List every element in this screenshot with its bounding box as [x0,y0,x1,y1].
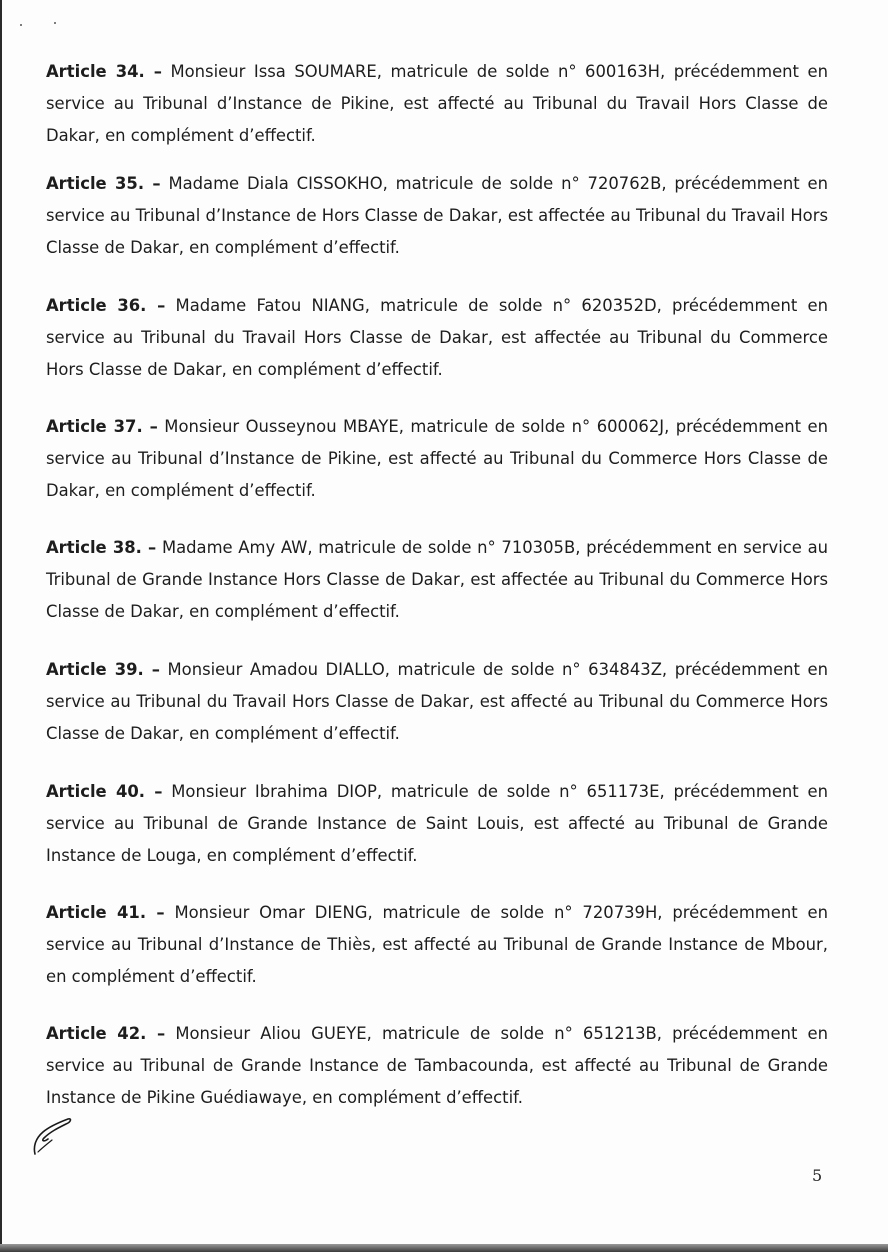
page-number: 5 [812,1166,823,1185]
page-left-edge [0,0,2,1252]
article-41 [46,897,828,993]
article-38 [46,532,828,628]
article-text: Monsieur Ousseynou MBAYE, matricule de solde n° 600062J, précédemment en service au Tribunal d’Instance de Pikine, est affecté au Tribunal du Commerce Hors Classe de Dakar, en complément d’effectif. [46,417,828,500]
article-text: Madame Diala CISSOKHO, matricule de solde n° 720762B, précédemment en service au Tribunal d’Instance de Hors Classe de Dakar, est affectée au Tribunal du Travail Hors Classe de Dakar, en complément d’effectif. [46,174,828,257]
article-label: Article 41. – [46,903,165,922]
article-text: Monsieur Ibrahima DIOP, matricule de solde n° 651173E, précédemment en service au Tribunal de Grande Instance de Saint Louis, est affecté au Tribunal de Grande Instance de Louga, en complément d’effectif. [46,782,828,865]
article-34 [46,56,828,152]
article-35 [46,168,828,264]
scan-speck [20,24,22,26]
article-label: Article 39. – [46,660,160,679]
article-label: Article 38. – [46,538,157,557]
article-text: Madame Amy AW, matricule de solde n° 710305B, précédemment en service au Tribunal de Grande Instance Hors Classe de Dakar, est affectée au Tribunal du Commerce Hors Classe de Dakar, en complément d’effectif. [46,538,828,621]
article-label: Article 42. – [46,1024,166,1043]
article-42 [46,1018,828,1114]
article-39 [46,654,828,750]
page-bottom-edge [0,1244,888,1252]
article-label: Article 34. – [46,62,162,81]
article-label: Article 37. – [46,417,158,436]
article-text: Monsieur Issa SOUMARE, matricule de solde n° 600163H, précédemment en service au Tribunal d’Instance de Pikine, est affecté au Tribunal du Travail Hors Classe de Dakar, en complément d’effectif. [46,62,828,145]
handwritten-initials-signature [30,1112,74,1158]
article-40 [46,776,828,872]
article-text: Monsieur Aliou GUEYE, matricule de solde n° 651213B, précédemment en service au Tribunal de Grande Instance de Tambacounda, est affecté au Tribunal de Grande Instance de Pikine Guédiawaye, en complément d’effectif. [46,1024,828,1107]
article-text: Madame Fatou NIANG, matricule de solde n° 620352D, précédemment en service au Tribunal du Travail Hors Classe de Dakar, est affectée au Tribunal du Commerce Hors Classe de Dakar, en complément d’effectif. [46,296,829,379]
article-label: Article 35. – [46,174,161,193]
article-text: Monsieur Omar DIENG, matricule de solde n° 720739H, précédemment en service au Tribunal d’Instance de Thiès, est affecté au Tribunal de Grande Instance de Mbour, en complément d’effectif. [46,903,828,986]
article-label: Article 40. – [46,782,163,801]
article-36 [46,290,828,386]
scan-speck [54,22,56,24]
article-37 [46,411,828,507]
article-label: Article 36. – [46,296,166,315]
article-text: Monsieur Amadou DIALLO, matricule de solde n° 634843Z, précédemment en service au Tribunal du Travail Hors Classe de Dakar, est affecté au Tribunal du Commerce Hors Classe de Dakar, en complément d’effectif. [46,660,828,743]
